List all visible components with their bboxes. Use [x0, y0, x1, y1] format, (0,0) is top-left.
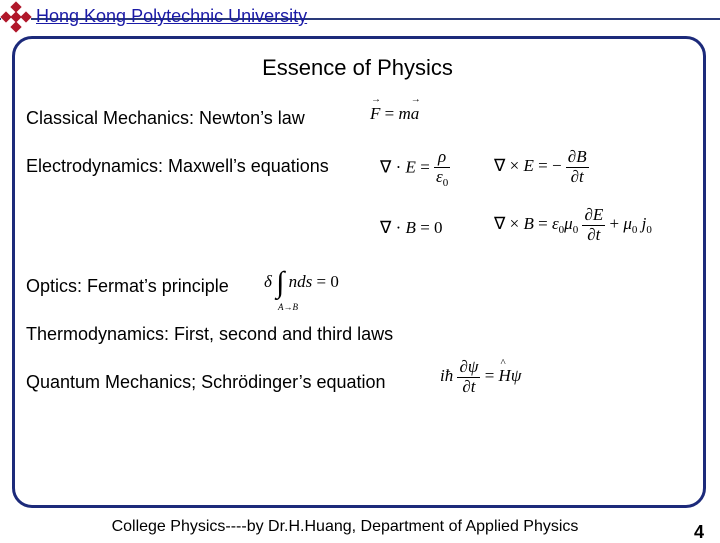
gauss-magnetism-equation: ∇ · B = 0	[380, 218, 443, 237]
slide-title: Essence of Physics	[262, 55, 453, 80]
gauss-law-equation: ∇ · E = $\frac{\rho}{\varepsilon_0}$	[380, 147, 449, 189]
item-quantum-mechanics: Quantum Mechanics; Schrödinger’s equation	[26, 372, 386, 392]
institution-name[interactable]: Hong Kong Polytechnic University	[36, 6, 308, 26]
content-frame	[12, 36, 706, 508]
item-electrodynamics: Electrodynamics: Maxwell’s equations	[26, 156, 329, 176]
schrodinger-equation: iħ $\frac{\partial\psi}{\partial t}$ = H ^ ψ	[440, 357, 522, 396]
fermat-principle-equation: δ ∫ nds = 0	[264, 266, 339, 299]
item-thermodynamics: Thermodynamics: First, second and third laws	[26, 324, 394, 344]
item-optics: Optics: Fermat’s principle	[26, 276, 229, 296]
newton-law-equation: F → = ma →	[370, 94, 421, 123]
integral-limits-label: A→B	[278, 302, 298, 312]
university-logo-icon	[0, 1, 32, 33]
footer-credit: College Physics----by Dr.H.Huang, Department of Applied Physics	[111, 518, 579, 535]
page-number: 4	[694, 522, 705, 542]
ampere-maxwell-equation: ∇ × $B = \varepsilon_0\mu_0$ $\frac{\partial E}{\partial t}$ + $\mu_0$ $j_0$	[494, 205, 652, 244]
faraday-law-equation: ∇ × E = − $\frac{\partial B}{\partial t}$	[494, 147, 587, 186]
item-classical-mechanics: Classical Mechanics: Newton’s law	[26, 108, 305, 128]
